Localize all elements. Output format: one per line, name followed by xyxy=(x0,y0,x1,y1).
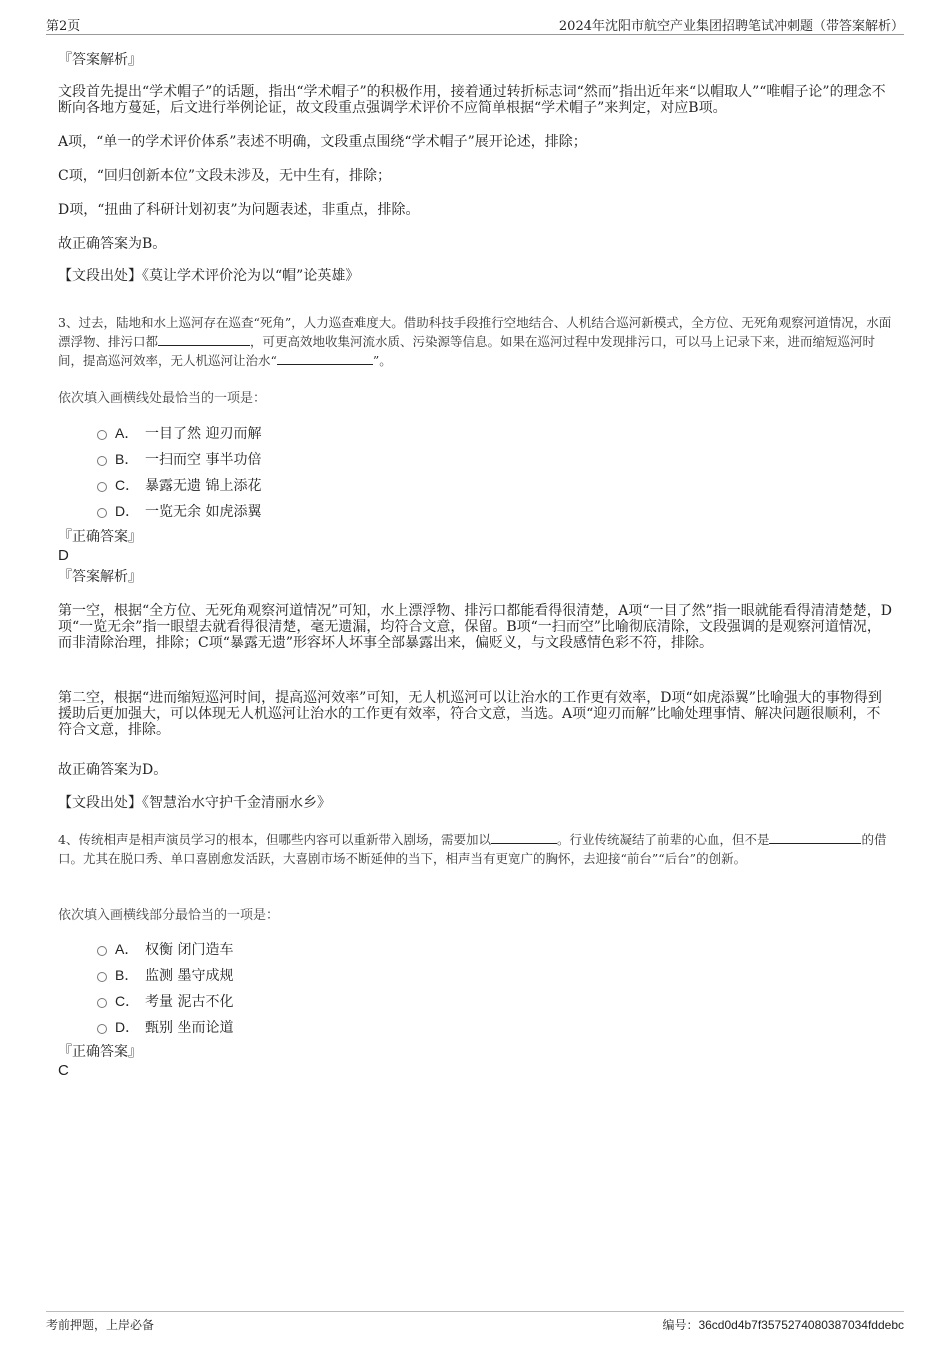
q3-source: 【文段出处】《智慧治水守护千金清丽水乡》 xyxy=(58,795,331,811)
q2-analysis-label: 『答案解析』 xyxy=(58,52,142,68)
q4-instruction: 依次填入画横线部分最恰当的一项是： xyxy=(58,908,280,923)
q3-blank-2 xyxy=(277,352,373,365)
option-text: 暴露无遗 锦上添花 xyxy=(145,478,262,494)
option-text: 一览无余 如虎添翼 xyxy=(145,504,262,520)
radio-icon[interactable] xyxy=(97,508,107,518)
radio-icon[interactable] xyxy=(97,482,107,492)
option-letter: B． xyxy=(115,451,139,467)
q3-answer-label: 『正确答案』 xyxy=(58,529,142,545)
option-letter: C． xyxy=(115,993,140,1009)
q2-conclusion: 故正确答案为B。 xyxy=(58,236,167,252)
q4-option-b[interactable] xyxy=(97,965,233,985)
q3-stem-part3: ”。 xyxy=(372,353,392,368)
q3-analysis-para2: 第二空，根据“进而缩短巡河时间，提高巡河效率”可知，无人机巡河可以让治水的工作更有效率，D项“如虎添翼”比喻强大的事物得到援助后更加强大，可以体现无人机巡河让治水的工作更有效率，符合文意，当选。A项“迎刃而解”比喻处理事情、解决问题很顺利，不符合文意，排除。 xyxy=(58,690,882,738)
option-text: 考量 泥古不化 xyxy=(145,994,234,1010)
q4-answer: C xyxy=(58,1062,69,1079)
page-number: 第2页 xyxy=(46,19,81,34)
option-letter: A． xyxy=(115,425,139,441)
q3-analysis-para1: 第一空，根据“全方位、无死角观察河道情况”可知，水上漂浮物、排污口都能看得很清楚，A项“一目了然”指一眼就能看得清清楚楚，D项“一览无余”指一眼望去就看得很清楚，毫无遗漏，均符合文意，保留。B项“一扫而空”比喻彻底清除，文段强调的是观察河道情况，而非清除治理，排除；C项“暴露无遗”形容坏人坏事全部暴露出来，偏贬义，与文段感情色彩不符，排除。 xyxy=(58,603,892,651)
q3-blank-1 xyxy=(158,333,250,346)
q4-option-d[interactable] xyxy=(97,1017,233,1037)
q3-instruction: 依次填入画横线处最恰当的一项是： xyxy=(58,391,267,406)
option-text: 一目了然 迎刃而解 xyxy=(145,426,262,442)
q2-analysis-para1: 文段首先提出“学术帽子”的话题，指出“学术帽子”的积极作用，接着通过转折标志词“然而”指出近年来“以帽取人”“唯帽子论”的理念不断向各地方蔓延，后文进行举例论证，故文段重点强调学术评价不应简单根据“学术帽子”来判定，对应B项。 xyxy=(58,84,886,116)
option-letter: B． xyxy=(115,967,139,983)
q3-analysis-label: 『答案解析』 xyxy=(58,569,142,585)
q4-stem-part1: 4、传统相声是相声演员学习的根本，但哪些内容可以重新带入剧场，需要加以 xyxy=(58,832,491,847)
q4-stem-part2: 。行业传统凝结了前辈的心血，但不是 xyxy=(556,832,770,847)
q3-stem-part2: ，可更高效地收集河流水质、污染源等信息。如果在巡河过程中发现排污口，可以马上记录下来，进而缩短巡河时间，提高巡河效率，无人机巡河让治水“ xyxy=(58,334,876,368)
code-value: 36cd0d4b7f3575274080387034fddebc xyxy=(698,1318,904,1332)
footer-slogan: 考前押题，上岸必备 xyxy=(46,1318,155,1332)
q4-stem-part3: 的借口。尤其在脱口秀、单口喜剧愈发活跃，大喜剧市场不断延伸的当下，相声当有更宽广的胸怀，去迎接“前台”“后台”的创新。 xyxy=(58,832,887,866)
option-text: 一扫而空 事半功倍 xyxy=(145,452,262,468)
footer-code xyxy=(662,1316,904,1333)
radio-icon[interactable] xyxy=(97,946,107,956)
radio-icon[interactable] xyxy=(97,456,107,466)
q3-stem-part1: 3、过去，陆地和水上巡河存在巡查“死角”，人力巡查难度大。借助科技手段推行空地结合、人机结合巡河新模式，全方位、无死角观察河道情况，水面漂浮物、排污口都 xyxy=(58,315,892,349)
q4-blank-1 xyxy=(491,831,557,844)
option-text: 权衡 闭门造车 xyxy=(145,942,234,958)
page-header xyxy=(46,12,904,35)
q2-source: 【文段出处】《莫让学术评价沦为以“帽”论英雄》 xyxy=(58,268,360,284)
page-footer xyxy=(46,1311,904,1332)
option-letter: C． xyxy=(115,477,140,493)
option-letter: D． xyxy=(115,1019,140,1035)
code-label: 编号： xyxy=(662,1318,699,1332)
q3-option-d[interactable] xyxy=(97,501,261,521)
radio-icon[interactable] xyxy=(97,972,107,982)
q4-stem xyxy=(58,830,894,868)
radio-icon[interactable] xyxy=(97,998,107,1008)
document-title: 2024年沈阳市航空产业集团招聘笔试冲刺题（带答案解析） xyxy=(558,19,904,34)
q3-stem xyxy=(58,313,894,370)
radio-icon[interactable] xyxy=(97,430,107,440)
q4-option-a[interactable] xyxy=(97,939,233,959)
q2-analysis-para2: A项，“单一的学术评价体系”表述不明确，文段重点围绕“学术帽子”展开论述，排除； xyxy=(58,134,587,150)
q3-conclusion: 故正确答案为D。 xyxy=(58,762,168,778)
q2-analysis-para4: D项，“扭曲了科研计划初衷”为问题表述，非重点，排除。 xyxy=(58,202,420,218)
option-text: 甄别 坐而论道 xyxy=(145,1020,234,1036)
q4-blank-2 xyxy=(769,831,861,844)
q2-analysis-para3: C项，“回归创新本位”文段未涉及，无中生有，排除； xyxy=(58,168,392,184)
option-letter: D． xyxy=(115,503,140,519)
q3-answer: D xyxy=(58,547,69,564)
option-letter: A． xyxy=(115,941,139,957)
option-text: 监测 墨守成规 xyxy=(145,968,234,984)
radio-icon[interactable] xyxy=(97,1024,107,1034)
q3-option-a[interactable] xyxy=(97,423,261,443)
q3-option-c[interactable] xyxy=(97,475,261,495)
q4-option-c[interactable] xyxy=(97,991,233,1011)
q3-option-b[interactable] xyxy=(97,449,261,469)
q4-answer-label: 『正确答案』 xyxy=(58,1044,142,1060)
